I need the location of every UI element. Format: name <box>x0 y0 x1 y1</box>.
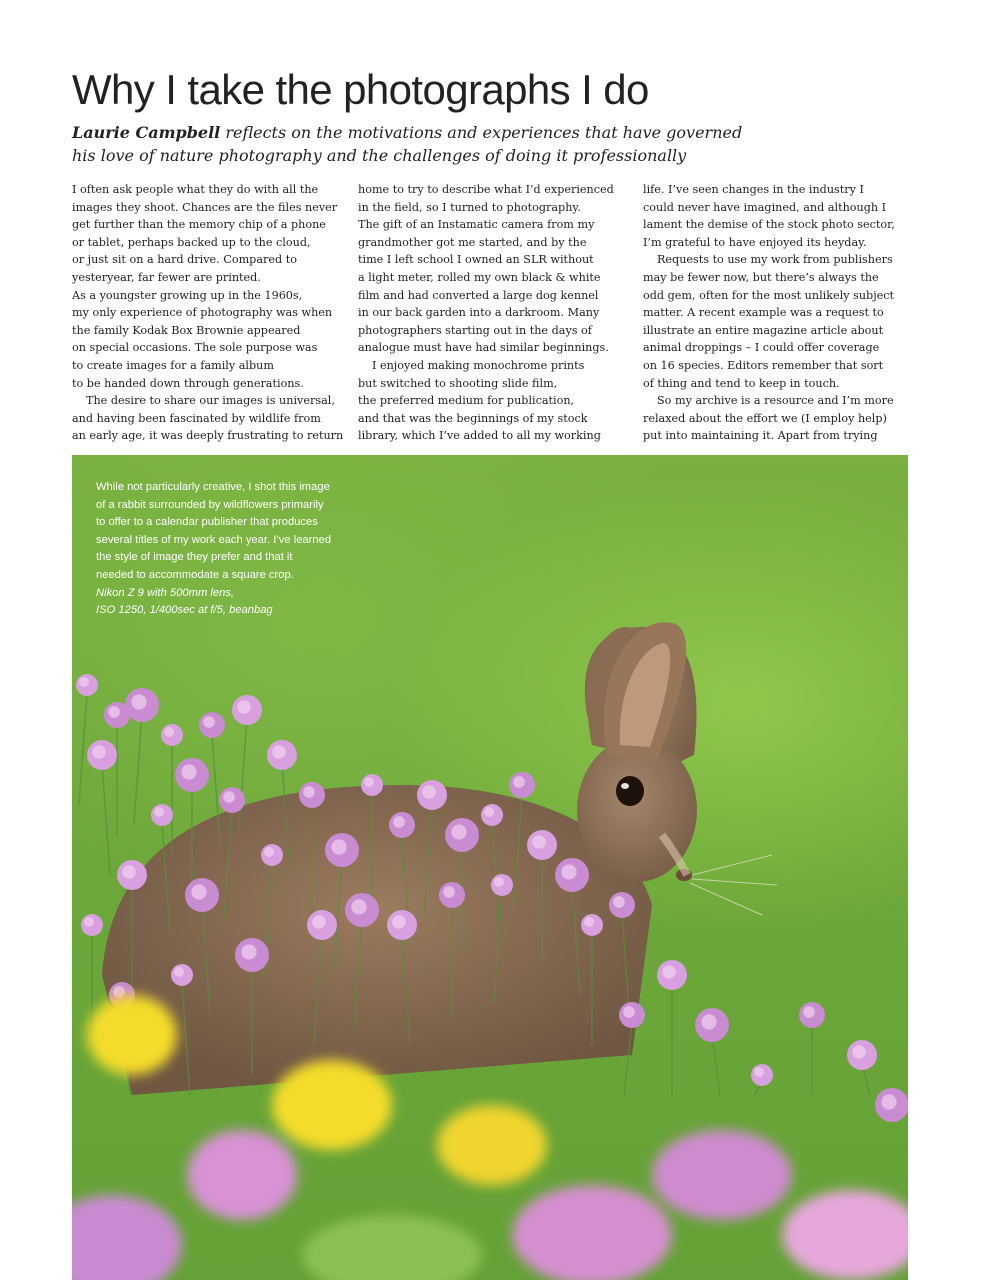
caption-line: the style of image they prefer and that it <box>96 551 293 564</box>
thrift-flower-highlight <box>181 764 196 779</box>
body-column-3 <box>643 181 911 445</box>
thrift-flower-highlight <box>662 965 676 979</box>
body-line: put into maintaining it. Apart from trying <box>643 429 878 443</box>
caption-tech-line: ISO 1250, 1/400sec at f/5, beanbag <box>96 604 273 617</box>
caption-line: to offer to a calendar publisher that produces <box>96 516 318 529</box>
photo-caption <box>96 479 356 620</box>
thrift-flower-highlight <box>191 884 206 899</box>
caption-line: While not particularly creative, I shot this image <box>96 481 330 493</box>
thrift-flower-highlight <box>241 944 256 959</box>
rabbit-eye <box>616 776 644 806</box>
body-line: illustrate an entire magazine article about <box>643 323 884 337</box>
thrift-flower-highlight <box>623 1006 635 1018</box>
body-line: Requests to use my work from publishers <box>657 253 893 267</box>
body-line: in the field, so I turned to photography. <box>358 200 581 214</box>
thrift-flower-highlight <box>272 745 286 759</box>
thrift-flower-highlight <box>154 807 164 817</box>
body-line: yesteryear, far fewer are printed. <box>72 270 261 284</box>
thrift-flower-highlight <box>393 816 405 828</box>
body-line: to be handed down through generations. <box>72 376 304 390</box>
body-line: or tablet, perhaps backed up to the cloud, <box>72 235 311 249</box>
body-line: images they shoot. Chances are the files never <box>72 200 338 214</box>
rabbit-eye-highlight <box>621 783 629 789</box>
thrift-flower-highlight <box>701 1014 716 1029</box>
standfirst-line-2: his love of nature photography and the challenges of doing it professionally <box>72 146 687 165</box>
body-line: or just sit on a hard drive. Compared to <box>72 253 297 267</box>
thrift-flower-highlight <box>392 915 406 929</box>
body-line: the preferred medium for publication, <box>358 394 575 408</box>
thrift-flower-highlight <box>443 886 455 898</box>
body-line: The desire to share our images is universal, <box>86 394 335 408</box>
body-line: an early age, it was deeply frustrating to return <box>72 429 344 443</box>
thrift-flower-highlight <box>494 877 504 887</box>
thrift-flower-highlight <box>223 791 235 803</box>
thrift-flower-highlight <box>561 864 576 879</box>
standfirst-line-1: reflects on the motivations and experiences that have governed <box>220 123 743 142</box>
body-line: could never have imagined, and although I <box>643 200 887 214</box>
body-line: film and had converted a large dog kennel <box>358 288 599 302</box>
body-line: may be fewer now, but there’s always the <box>643 270 879 284</box>
article-headline: Why I take the photographs I do <box>72 66 649 113</box>
thrift-flower-highlight <box>303 786 315 798</box>
flower-stem <box>712 1033 720 1095</box>
flower-stem <box>102 763 110 875</box>
body-line: but switched to shooting slide film, <box>358 376 558 390</box>
body-line: home to try to describe what I’d experienced <box>358 183 614 196</box>
body-line: grandmother got me started, and by the <box>358 235 587 249</box>
body-column-1 <box>72 181 344 445</box>
body-line: get further than the memory chip of a phone <box>72 218 326 232</box>
thrift-flower-highlight <box>532 835 546 849</box>
flower-stem <box>79 693 87 805</box>
thrift-flower-highlight <box>122 865 136 879</box>
body-line: and that was the beginnings of my stock <box>358 411 588 425</box>
author-name: Laurie Campbell <box>72 123 221 142</box>
thrift-flower-highlight <box>754 1067 764 1077</box>
body-line: As a youngster growing up in the 1960s, <box>72 288 303 302</box>
thrift-flower-highlight <box>803 1006 815 1018</box>
body-line: to create images for a family album <box>72 358 274 372</box>
rabbit-photo <box>72 455 908 1280</box>
body-line: So my archive is a resource and I’m more <box>657 394 894 408</box>
body-line: of thing and tend to keep in touch. <box>643 376 840 390</box>
thrift-flower-highlight <box>331 839 346 854</box>
body-line: my only experience of photography was when <box>72 306 333 320</box>
thrift-flower-highlight <box>351 899 366 914</box>
body-line: and having been fascinated by wildlife from <box>72 411 321 425</box>
body-line: in our back garden into a darkroom. Many <box>358 306 600 320</box>
thrift-flower-highlight <box>237 700 251 714</box>
thrift-flower-highlight <box>131 694 146 709</box>
body-line: analogue must have had similar beginnings. <box>358 341 609 355</box>
body-line: on special occasions. The sole purpose was <box>72 341 318 355</box>
thrift-flower-highlight <box>422 785 436 799</box>
body-line: The gift of an Instamatic camera from my <box>358 218 595 232</box>
caption-tech-line: Nikon Z 9 with 500mm lens, <box>96 586 235 599</box>
article-standfirst <box>72 121 752 167</box>
thrift-flower-highlight <box>364 777 374 787</box>
thrift-flower-highlight <box>92 745 106 759</box>
thrift-flower-highlight <box>312 915 326 929</box>
thrift-flower-highlight <box>613 896 625 908</box>
thrift-flower-highlight <box>513 776 525 788</box>
body-line: I’m grateful to have enjoyed its heyday. <box>643 235 867 249</box>
thrift-flower-highlight <box>203 716 215 728</box>
thrift-flower-highlight <box>584 917 594 927</box>
thrift-flower-highlight <box>852 1045 866 1059</box>
rabbit-body <box>102 785 652 1095</box>
thrift-flower-highlight <box>108 706 120 718</box>
thrift-flower-highlight <box>451 824 466 839</box>
thrift-flower-highlight <box>174 967 184 977</box>
body-line: lament the demise of the stock photo sector, <box>643 218 895 232</box>
body-line: on 16 species. Editors remember that sort <box>643 358 884 372</box>
thrift-flower-highlight <box>79 677 89 687</box>
body-line: library, which I’ve added to all my working <box>358 429 601 443</box>
thrift-flower-highlight <box>881 1094 896 1109</box>
body-line: a light meter, rolled my own black & white <box>358 270 601 284</box>
body-column-2 <box>358 181 626 445</box>
thrift-flower-highlight <box>164 727 174 737</box>
body-line: animal droppings – I could offer coverage <box>643 341 880 355</box>
thrift-flower-highlight <box>84 917 94 927</box>
thrift-flower-highlight <box>264 847 274 857</box>
body-line: life. I’ve seen changes in the industry I <box>643 183 864 196</box>
caption-line: several titles of my work each year. I’ve learned <box>96 533 332 546</box>
body-line: odd gem, often for the most unlikely subject <box>643 288 895 302</box>
body-line: I enjoyed making monochrome prints <box>372 358 585 372</box>
body-line: photographers starting out in the days of <box>358 323 592 337</box>
body-line: relaxed about the effort we (I employ help) <box>643 411 887 425</box>
body-line: I often ask people what they do with all the <box>72 183 319 196</box>
caption-line: of a rabbit surrounded by wildflowers primarily <box>96 498 324 511</box>
body-line: the family Kodak Box Brownie appeared <box>72 323 301 337</box>
body-line: time I left school I owned an SLR without <box>358 253 594 267</box>
thrift-flower-highlight <box>484 807 494 817</box>
body-line: matter. A recent example was a request to <box>643 306 884 320</box>
caption-line: needed to accommodate a square crop. <box>96 568 294 581</box>
flower-stem <box>134 713 142 825</box>
